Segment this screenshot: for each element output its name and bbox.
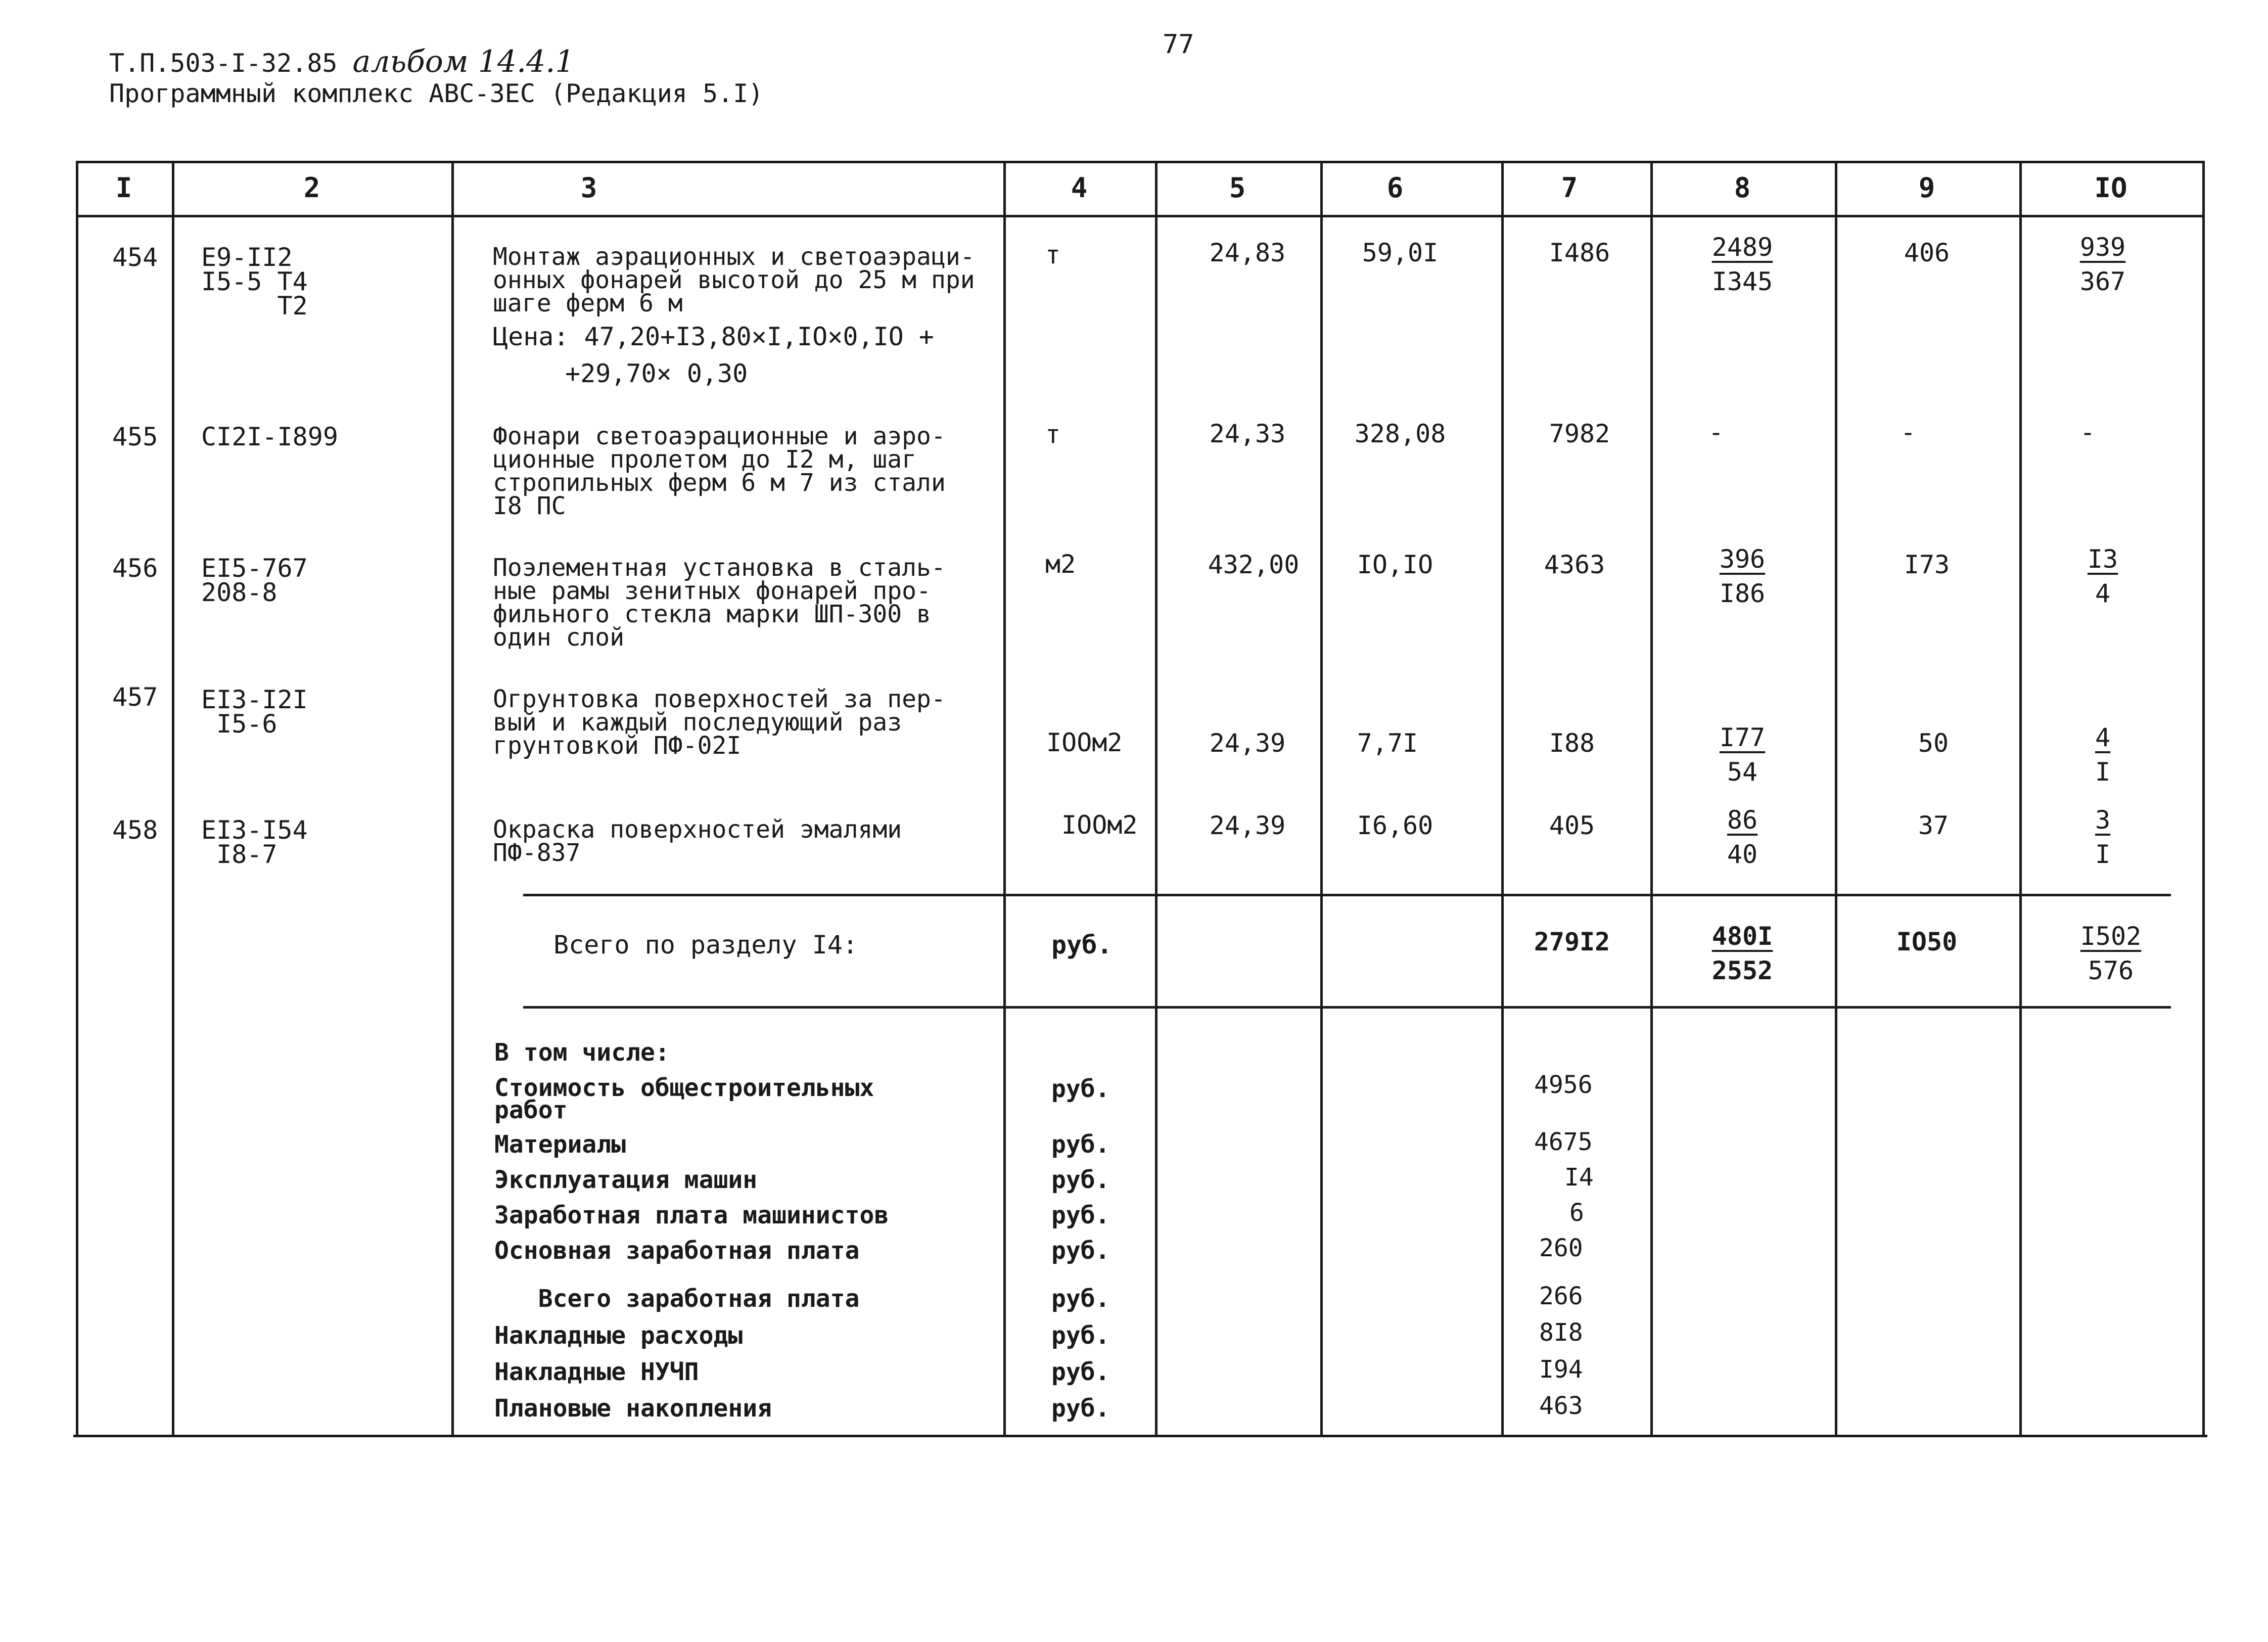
breakdown-unit: руб.	[1051, 1130, 1110, 1159]
col10-fraction	[2047, 230, 2158, 299]
col8-top: I77	[1719, 723, 1766, 752]
table-top-border	[76, 161, 2205, 163]
norm-code: E9-II2 I5-5 T4 T2	[201, 243, 308, 321]
breakdown-label: Заработная плата машинистов	[494, 1201, 889, 1229]
quantity: 432,00	[1208, 550, 1300, 579]
col10-bottom: I	[2095, 757, 2111, 787]
col8-fraction	[1687, 542, 1798, 611]
unit: IOOм2	[1061, 810, 1138, 840]
col10-bottom: 4	[2095, 579, 2111, 608]
quantity: 24,83	[1209, 238, 1286, 267]
breakdown-label: Накладные расходы	[494, 1321, 743, 1350]
col-line-8	[1835, 161, 1837, 1437]
total-bottom-rule	[523, 1006, 2171, 1009]
breakdown-value: 8I8	[1539, 1318, 1583, 1347]
total-top-rule	[523, 894, 2171, 896]
breakdown-unit: руб.	[1051, 1394, 1110, 1423]
breakdown-unit: руб.	[1051, 1285, 1110, 1313]
page-number: 77	[1163, 29, 1194, 60]
column-header-10: IO	[2094, 172, 2127, 204]
breakdown-value: 6	[1569, 1199, 1584, 1227]
table-bottom-border	[73, 1435, 2207, 1437]
norm-code: EI3-I2I I5-6	[201, 685, 308, 739]
quantity: 24,39	[1209, 811, 1286, 840]
document-reference	[109, 44, 575, 79]
unit-price: 59,0I	[1362, 238, 1439, 267]
column-header-5: 5	[1229, 172, 1246, 204]
total-cost: 7982	[1549, 419, 1610, 448]
breakdown-label: Материалы	[494, 1130, 626, 1159]
column-header-4: 4	[1071, 172, 1088, 204]
row-number: 456	[112, 554, 158, 583]
row-number: 457	[112, 682, 158, 712]
unit-price: 7,7I	[1357, 728, 1418, 758]
section-total-col10-bottom: 576	[2088, 956, 2134, 985]
section-total-col8	[1687, 919, 1798, 988]
row-number: 458	[112, 815, 158, 845]
row-number: 454	[112, 243, 158, 272]
unit: т	[1045, 420, 1061, 449]
breakdown-value: 4956	[1534, 1071, 1593, 1099]
breakdown-value: I94	[1539, 1355, 1583, 1384]
col10-bottom: I	[2095, 840, 2111, 869]
col9-value: -	[1900, 418, 1916, 447]
column-header-9: 9	[1918, 172, 1935, 204]
unit-price: IO,IO	[1357, 550, 1433, 579]
section-total-col9: IO50	[1896, 927, 1958, 956]
col8-top: 396	[1719, 544, 1766, 574]
unit: т	[1045, 240, 1061, 269]
section-total-label: Всего по разделу I4:	[553, 930, 858, 960]
column-header-7: 7	[1561, 172, 1578, 204]
breakdown-label: Накладные НУЧП	[494, 1358, 699, 1386]
col8-bottom: I86	[1719, 579, 1766, 608]
col8-fraction	[1687, 803, 1798, 872]
col8-fraction	[1687, 720, 1798, 789]
col-line-3	[1003, 161, 1006, 1437]
breakdown-unit: руб.	[1051, 1075, 1110, 1103]
norm-code: CI2I-I899	[201, 422, 338, 451]
col10-bottom: 367	[2079, 267, 2126, 296]
breakdown-unit: руб.	[1051, 1201, 1110, 1229]
section-total-cost: 279I2	[1534, 927, 1610, 956]
breakdown-unit: руб.	[1051, 1237, 1110, 1265]
col10-fraction	[2047, 720, 2158, 789]
col10-fraction	[2047, 542, 2158, 611]
total-cost: I486	[1549, 238, 1610, 267]
col10-top: 4	[2095, 723, 2111, 752]
work-description: Огрунтовка поверхностей за пер- вый и каждый последующий раз грунтовкой ПФ-02I	[493, 685, 946, 760]
breakdown-label: Основная заработная плата	[494, 1237, 860, 1265]
breakdown-value: 463	[1539, 1392, 1583, 1420]
col9-value: 406	[1904, 238, 1950, 267]
price-formula-line-1: Цена: 47,20+I3,80×I,IO×0,IO +	[493, 322, 934, 351]
col-line-0	[76, 161, 78, 1437]
breakdown-title: В том числе:	[494, 1038, 670, 1067]
column-header-3: 3	[580, 172, 597, 204]
unit-price: 328,08	[1354, 419, 1446, 448]
section-total-col8-top: 480I	[1711, 922, 1773, 951]
col-line-1	[172, 161, 174, 1437]
norm-code: EI5-767 208-8	[201, 554, 308, 607]
section-total-col10	[2055, 919, 2166, 988]
album-note: альбом 14.4.1	[352, 44, 575, 79]
col8-top: 86	[1727, 805, 1758, 835]
unit: IOOм2	[1046, 728, 1123, 757]
col10-fraction	[2047, 803, 2158, 872]
breakdown-value: I4	[1564, 1163, 1594, 1192]
breakdown-value: 4675	[1534, 1128, 1593, 1156]
section-total-col8-bottom: 2552	[1711, 956, 1773, 985]
col-line-10	[2202, 161, 2205, 1437]
col8-bottom: 54	[1727, 757, 1758, 787]
breakdown-label: Всего заработная плата	[494, 1285, 860, 1313]
breakdown-unit: руб.	[1051, 1166, 1110, 1194]
col-line-5	[1320, 161, 1323, 1437]
column-header-1: I	[115, 172, 132, 204]
unit-price: I6,60	[1357, 811, 1433, 840]
work-description: Фонари светоаэрационные и аэро- ционные пролетом до I2 м, шаг стропильных ферм 6 м 7 из стали I8 ПС	[493, 422, 946, 520]
breakdown-unit: руб.	[1051, 1358, 1110, 1386]
col-line-9	[2019, 161, 2022, 1437]
column-header-6: 6	[1386, 172, 1404, 204]
col8-value: -	[1708, 418, 1724, 447]
section-total-col10-top: I502	[2080, 922, 2142, 951]
breakdown-value: 260	[1539, 1234, 1583, 1262]
col-line-4	[1155, 161, 1158, 1437]
breakdown-unit: руб.	[1051, 1321, 1110, 1350]
unit: м2	[1045, 550, 1076, 579]
col-line-7	[1650, 161, 1653, 1437]
col-line-6	[1501, 161, 1504, 1437]
col9-value: I73	[1904, 550, 1950, 579]
total-cost: 4363	[1544, 550, 1605, 579]
table-header-separator	[76, 215, 2205, 217]
norm-code: EI3-I54 I8-7	[201, 815, 308, 869]
doc-ref-text: Т.П.503-I-32.85	[109, 49, 338, 78]
col10-top: I3	[2087, 544, 2118, 574]
row-number: 455	[112, 422, 158, 451]
program-title: Программный комплекс АВС-ЗЕС (Редакция 5.I)	[109, 79, 764, 108]
col-line-2	[451, 161, 454, 1437]
col10-value: -	[2079, 418, 2096, 447]
price-formula-line-2: +29,70× 0,30	[565, 359, 748, 388]
work-description: Монтаж аэрационных и светоаэраци- онных фонарей высотой до 25 м при шаге ферм 6 м	[493, 243, 975, 317]
col8-bottom: I345	[1711, 267, 1773, 296]
total-cost: 405	[1549, 811, 1595, 840]
section-total-unit: руб.	[1051, 930, 1113, 960]
breakdown-label: Эксплуатация машин	[494, 1166, 758, 1194]
col10-top: 939	[2079, 233, 2126, 262]
col9-value: 37	[1918, 811, 1949, 840]
work-description: Окраска поверхностей эмалями ПФ-837	[493, 815, 902, 867]
col8-top: 2489	[1711, 233, 1773, 262]
total-cost: I88	[1549, 728, 1595, 758]
column-header-8: 8	[1734, 172, 1751, 204]
quantity: 24,33	[1209, 419, 1286, 448]
column-header-2: 2	[303, 172, 320, 204]
quantity: 24,39	[1209, 728, 1286, 758]
col8-bottom: 40	[1727, 840, 1758, 869]
col9-value: 50	[1918, 728, 1949, 758]
col8-fraction	[1687, 230, 1798, 299]
work-description: Поэлементная установка в сталь- ные рамы зенитных фонарей про- фильного стекла марки ШП-300 в один слой	[493, 554, 946, 652]
breakdown-label: Стоимость общестроительных работ	[494, 1074, 874, 1124]
breakdown-label: Плановые накопления	[494, 1394, 772, 1423]
breakdown-value: 266	[1539, 1282, 1583, 1310]
col10-top: 3	[2095, 805, 2111, 835]
